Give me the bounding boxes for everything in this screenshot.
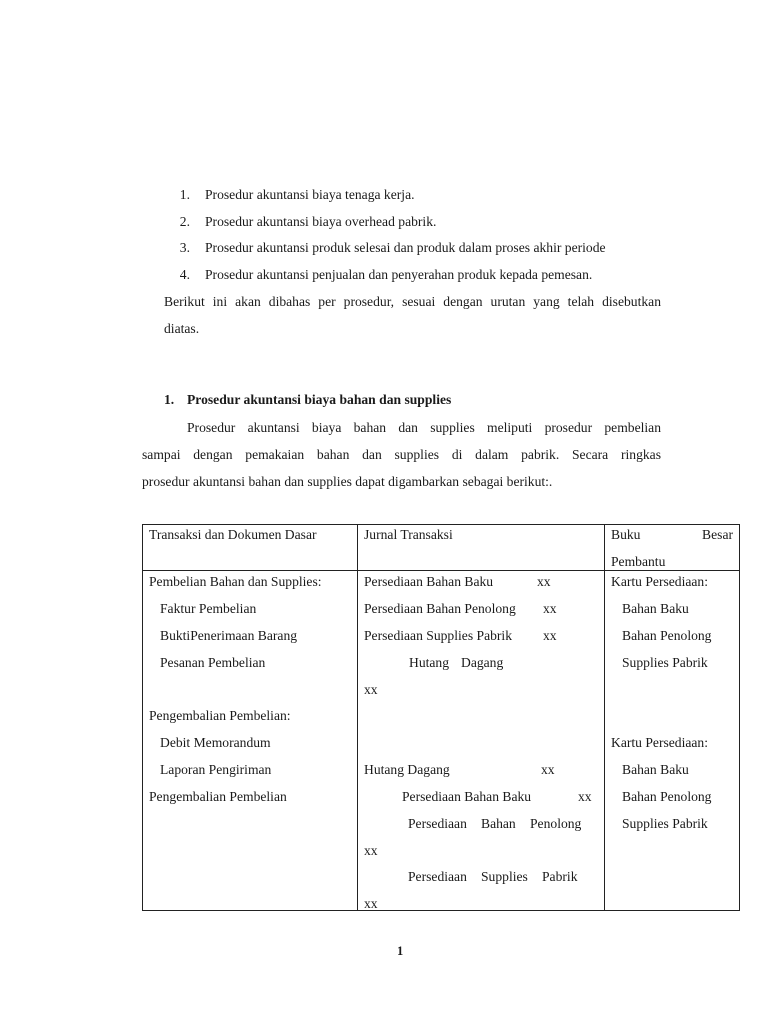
- section-number: 1.: [164, 392, 175, 407]
- cell-amount: xx: [537, 574, 551, 589]
- list-item: Prosedur akuntansi penjualan dan penyerahan produk kepada pemesan.: [205, 267, 593, 282]
- jurnal-cell: [358, 571, 605, 911]
- header-besar: Besar: [702, 527, 733, 542]
- cell-text: Persediaan: [408, 816, 467, 831]
- cell-text: Persediaan Supplies Pabrik: [364, 628, 512, 643]
- cell-text: Supplies Pabrik: [622, 655, 708, 670]
- list-number: 3.: [179, 240, 190, 255]
- cell-text: Persediaan: [408, 869, 467, 884]
- intro-paragraph-line: diatas.: [164, 321, 200, 336]
- cell-text: Penolong: [530, 816, 582, 831]
- header-pembantu: Pembantu: [611, 554, 666, 569]
- header-cell: [358, 525, 605, 571]
- transaksi-cell: [143, 571, 358, 911]
- header-transaksi: Transaksi dan Dokumen Dasar: [149, 527, 317, 542]
- cell-text: Dagang: [461, 655, 504, 670]
- cell-amount: xx: [543, 628, 557, 643]
- cell-text: Persediaan Bahan Penolong: [364, 601, 516, 616]
- cell-text: Bahan Baku: [622, 762, 689, 777]
- cell-text: Supplies: [481, 869, 528, 884]
- page-number: 1: [397, 944, 404, 958]
- list-number: 4.: [179, 267, 190, 282]
- paragraph-line: Prosedur akuntansi biaya bahan dan supplies meliputi prosedur pembelian: [187, 420, 661, 435]
- cell-amount: xx: [578, 789, 592, 804]
- cell-text: Debit Memorandum: [160, 735, 271, 750]
- cell-text: Pembelian Bahan dan Supplies:: [149, 574, 322, 589]
- cell-text: Bahan Penolong: [622, 628, 712, 643]
- journal-table: [142, 524, 740, 911]
- list-number: 1.: [179, 187, 190, 202]
- list-item: Prosedur akuntansi biaya tenaga kerja.: [205, 187, 415, 202]
- cell-text: Hutang: [409, 655, 450, 670]
- header-jurnal: Jurnal Transaksi: [364, 527, 453, 542]
- cell-text: Pengembalian Pembelian:: [149, 708, 291, 723]
- header-buku: Buku: [611, 527, 641, 542]
- cell-text: Kartu Persediaan:: [611, 735, 709, 750]
- cell-text: BuktiPenerimaan Barang: [160, 628, 298, 643]
- cell-text: Pesanan Pembelian: [160, 655, 266, 670]
- cell-text: Kartu Persediaan:: [611, 574, 709, 589]
- cell-amount: xx: [364, 682, 378, 697]
- cell-amount: xx: [364, 896, 378, 911]
- list-item: Prosedur akuntansi biaya overhead pabrik.: [205, 214, 437, 229]
- cell-text: Bahan Penolong: [622, 789, 712, 804]
- header-cell: [605, 525, 740, 571]
- cell-text: Persediaan Bahan Baku: [364, 574, 494, 589]
- table-row: [143, 571, 740, 911]
- cell-text: Bahan: [481, 816, 516, 831]
- list-number: 2.: [179, 214, 190, 229]
- paragraph-line: prosedur akuntansi bahan dan supplies dapat digambarkan sebagai berikut:.: [142, 474, 553, 489]
- cell-text: Pengembalian Pembelian: [149, 789, 287, 804]
- list-item: Prosedur akuntansi produk selesai dan produk dalam proses akhir periode: [205, 240, 606, 255]
- cell-text: Supplies Pabrik: [622, 816, 708, 831]
- header-cell: [143, 525, 358, 571]
- buku-cell: [605, 571, 740, 911]
- cell-amount: xx: [543, 601, 557, 616]
- cell-text: Hutang Dagang: [364, 762, 450, 777]
- cell-text: Faktur Pembelian: [160, 601, 257, 616]
- table-header-row: [143, 525, 740, 571]
- intro-paragraph-line: Berikut ini akan dibahas per prosedur, sesuai dengan urutan yang telah disebutkan: [164, 294, 661, 309]
- cell-amount: xx: [541, 762, 555, 777]
- cell-text: Bahan Baku: [622, 601, 689, 616]
- cell-text: Pabrik: [542, 869, 578, 884]
- paragraph-line: sampai dengan pemakaian bahan dan supplies di dalam pabrik. Secara ringkas: [142, 447, 661, 462]
- cell-text: Persediaan Bahan Baku: [402, 789, 532, 804]
- cell-text: Laporan Pengiriman: [160, 762, 272, 777]
- section-title: Prosedur akuntansi biaya bahan dan supplies: [187, 392, 452, 407]
- cell-amount: xx: [364, 843, 378, 858]
